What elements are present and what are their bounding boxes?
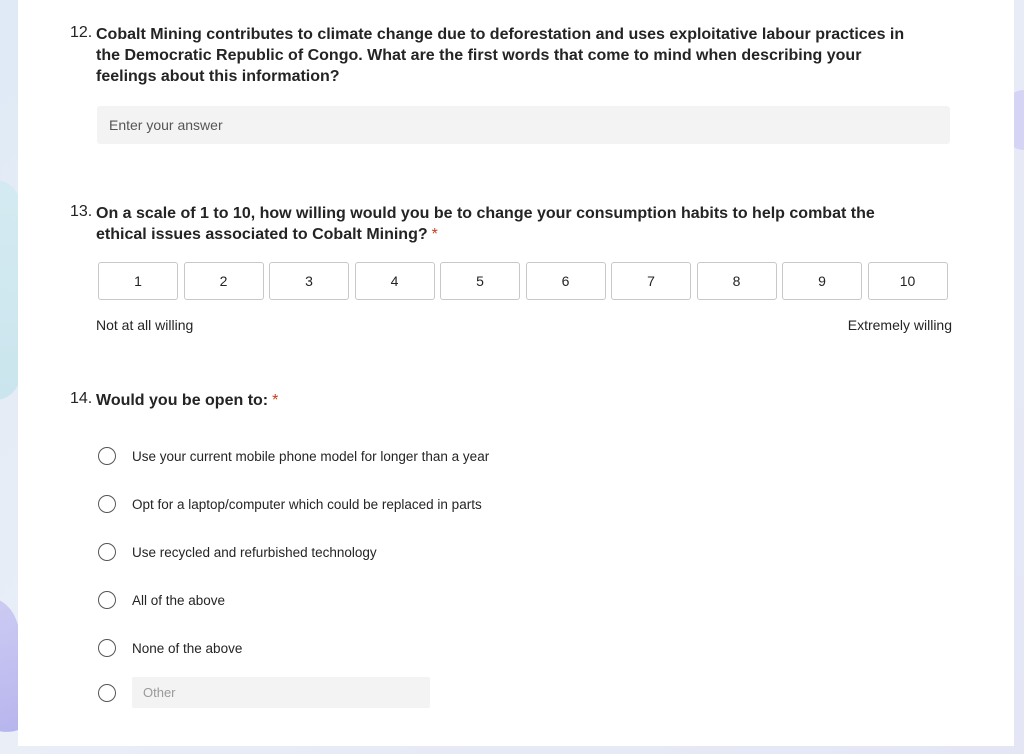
radio-button[interactable] bbox=[98, 684, 116, 702]
choice-option[interactable] bbox=[98, 576, 489, 624]
radio-button[interactable] bbox=[98, 495, 116, 513]
rating-option-5[interactable]: 5 bbox=[440, 262, 520, 300]
scale-min-label: Not at all willing bbox=[96, 317, 194, 333]
rating-option-8[interactable]: 8 bbox=[697, 262, 777, 300]
radio-button[interactable] bbox=[98, 543, 116, 561]
question-text bbox=[96, 390, 926, 411]
choice-option-other[interactable] bbox=[98, 677, 430, 708]
scale-max-label: Extremely willing bbox=[847, 317, 952, 333]
radio-button[interactable] bbox=[98, 591, 116, 609]
rating-option-10[interactable]: 10 bbox=[868, 262, 948, 300]
choice-label: None of the above bbox=[132, 640, 243, 656]
choice-option[interactable] bbox=[98, 528, 489, 576]
rating-option-1[interactable]: 1 bbox=[98, 262, 178, 300]
background-decoration bbox=[0, 180, 20, 400]
required-mark: * bbox=[431, 226, 438, 243]
choice-label: Use recycled and refurbished technology bbox=[132, 544, 377, 560]
other-placeholder: Other bbox=[143, 685, 176, 700]
radio-button[interactable] bbox=[98, 447, 116, 465]
question-13 bbox=[18, 203, 1014, 245]
choice-list bbox=[98, 432, 489, 672]
rating-option-4[interactable]: 4 bbox=[355, 262, 435, 300]
choice-label: Use your current mobile phone model for longer than a year bbox=[132, 448, 490, 464]
rating-option-3[interactable]: 3 bbox=[269, 262, 349, 300]
rating-option-2[interactable]: 2 bbox=[184, 262, 264, 300]
choice-option[interactable] bbox=[98, 624, 489, 672]
choice-label: All of the above bbox=[132, 592, 226, 608]
answer-placeholder: Enter your answer bbox=[109, 117, 223, 133]
question-number: 14. bbox=[70, 390, 93, 407]
question-12 bbox=[18, 24, 1014, 87]
required-mark: * bbox=[272, 392, 279, 409]
rating-option-6[interactable]: 6 bbox=[526, 262, 606, 300]
form-card bbox=[18, 0, 1014, 746]
question-text bbox=[96, 203, 926, 245]
question-number: 13. bbox=[70, 203, 93, 220]
choice-label: Opt for a laptop/computer which could be replaced in parts bbox=[132, 496, 482, 512]
question-text: Cobalt Mining contributes to climate change due to deforestation and uses exploitative labour practices in the Democratic Republic of Congo. What are the first words that come to mind when describing your feelings about this information? bbox=[96, 26, 905, 85]
question-14 bbox=[18, 390, 1014, 411]
rating-option-7[interactable]: 7 bbox=[611, 262, 691, 300]
choice-option[interactable] bbox=[98, 432, 489, 480]
radio-button[interactable] bbox=[98, 639, 116, 657]
question-text-content: On a scale of 1 to 10, how willing would you be to change your consumption habits to help combat the ethical issues associated to Cobalt Mining? bbox=[96, 205, 875, 243]
answer-input[interactable] bbox=[97, 106, 950, 144]
rating-option-9[interactable]: 9 bbox=[782, 262, 862, 300]
rating-scale bbox=[98, 262, 948, 300]
question-text-content: Would you be open to: bbox=[96, 392, 269, 409]
other-input[interactable] bbox=[132, 677, 430, 708]
choice-option[interactable] bbox=[98, 480, 489, 528]
question-number: 12. bbox=[70, 24, 93, 41]
